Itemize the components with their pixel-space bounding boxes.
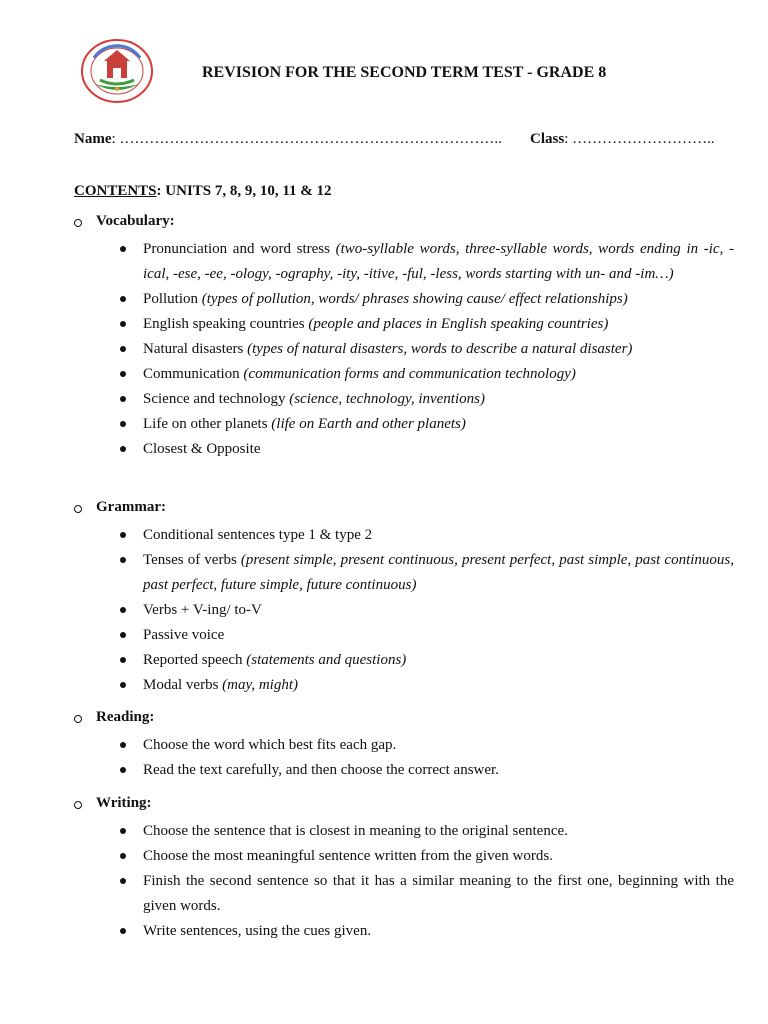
vocabulary-list [74,237,734,462]
bullet-icon [120,828,126,834]
grammar-list [74,523,734,697]
section-vocabulary [74,213,734,462]
section-title: Reading: [96,709,155,725]
list-item: Verbs + V-ing/ to-V [74,598,734,623]
list-item: Conditional sentences type 1 & type 2 [74,523,734,548]
list-item: Modal verbs (may, might) [74,673,734,698]
section-reading [74,709,734,783]
circle-bullet-icon [74,505,82,513]
list-item: Choose the most meaningful sentence written from the given words. [74,844,734,869]
list-item: Pollution (types of pollution, words/ phrases showing cause/ effect relationships) [74,287,734,312]
bullet-icon [120,421,126,427]
circle-bullet-icon [74,715,82,723]
bullet-icon [120,346,126,352]
reading-list [74,733,734,783]
list-item: Read the text carefully, and then choose the correct answer. [74,758,734,783]
contents-heading [74,183,332,200]
contents-label: CONTENTS [74,183,157,199]
class-blank: : ……………………….. [564,131,715,147]
list-item: Write sentences, using the cues given. [74,919,734,944]
bullet-icon [120,632,126,638]
contents-units: : UNITS 7, 8, 9, 10, 11 & 12 [156,183,332,199]
section-grammar [74,499,734,698]
list-item: Reported speech (statements and questions) [74,648,734,673]
list-item: Finish the second sentence so that it has a similar meaning to the first one, beginning with the given words. [74,869,734,918]
bullet-icon [120,396,126,402]
list-item: English speaking countries (people and places in English speaking countries) [74,312,734,337]
circle-bullet-icon [74,801,82,809]
list-item: Choose the sentence that is closest in meaning to the original sentence. [74,819,734,844]
bullet-icon [120,321,126,327]
section-title: Vocabulary: [96,213,175,229]
bullet-icon [120,371,126,377]
writing-list [74,819,734,943]
list-item: Communication (communication forms and communication technology) [74,362,734,387]
bullet-icon [120,296,126,302]
list-item: Closest & Opposite [74,437,734,462]
bullet-icon [120,853,126,859]
document-title: REVISION FOR THE SECOND TERM TEST - GRADE 8 [202,64,607,81]
name-label: Name [74,131,112,147]
list-item: Science and technology (science, technology, inventions) [74,387,734,412]
name-blank: : ………………………………………………………………….. [111,131,502,147]
section-title: Grammar: [96,499,166,515]
class-field [530,131,715,148]
bullet-icon [120,607,126,613]
bullet-icon [120,878,126,884]
bullet-icon [120,928,126,934]
bullet-icon [120,742,126,748]
list-item: Choose the word which best fits each gap. [74,733,734,758]
list-item: Tenses of verbs (present simple, present continuous, present perfect, past simple, past continuous, past perfect, future simple, future continuous) [74,548,734,597]
bullet-icon [120,246,126,252]
list-item: Life on other planets (life on Earth and other planets) [74,412,734,437]
list-item: Natural disasters (types of natural disasters, words to describe a natural disaster) [74,337,734,362]
name-field [74,131,502,148]
circle-bullet-icon [74,219,82,227]
school-logo [80,38,154,104]
bullet-icon [120,557,126,563]
section-writing [74,795,734,944]
section-title: Writing: [96,795,152,811]
bullet-icon [120,657,126,663]
bullet-icon [120,682,126,688]
list-item: Passive voice [74,623,734,648]
bullet-icon [120,767,126,773]
bullet-icon [120,446,126,452]
bullet-icon [120,532,126,538]
class-label: Class [530,131,565,147]
list-item: Pronunciation and word stress (two-syllable words, three-syllable words, words ending in -ic, -ical, -ese, -ee, -ology, -ography, -ity, -itive, -ful, -less, words starting with un- and -im…) [74,237,734,286]
